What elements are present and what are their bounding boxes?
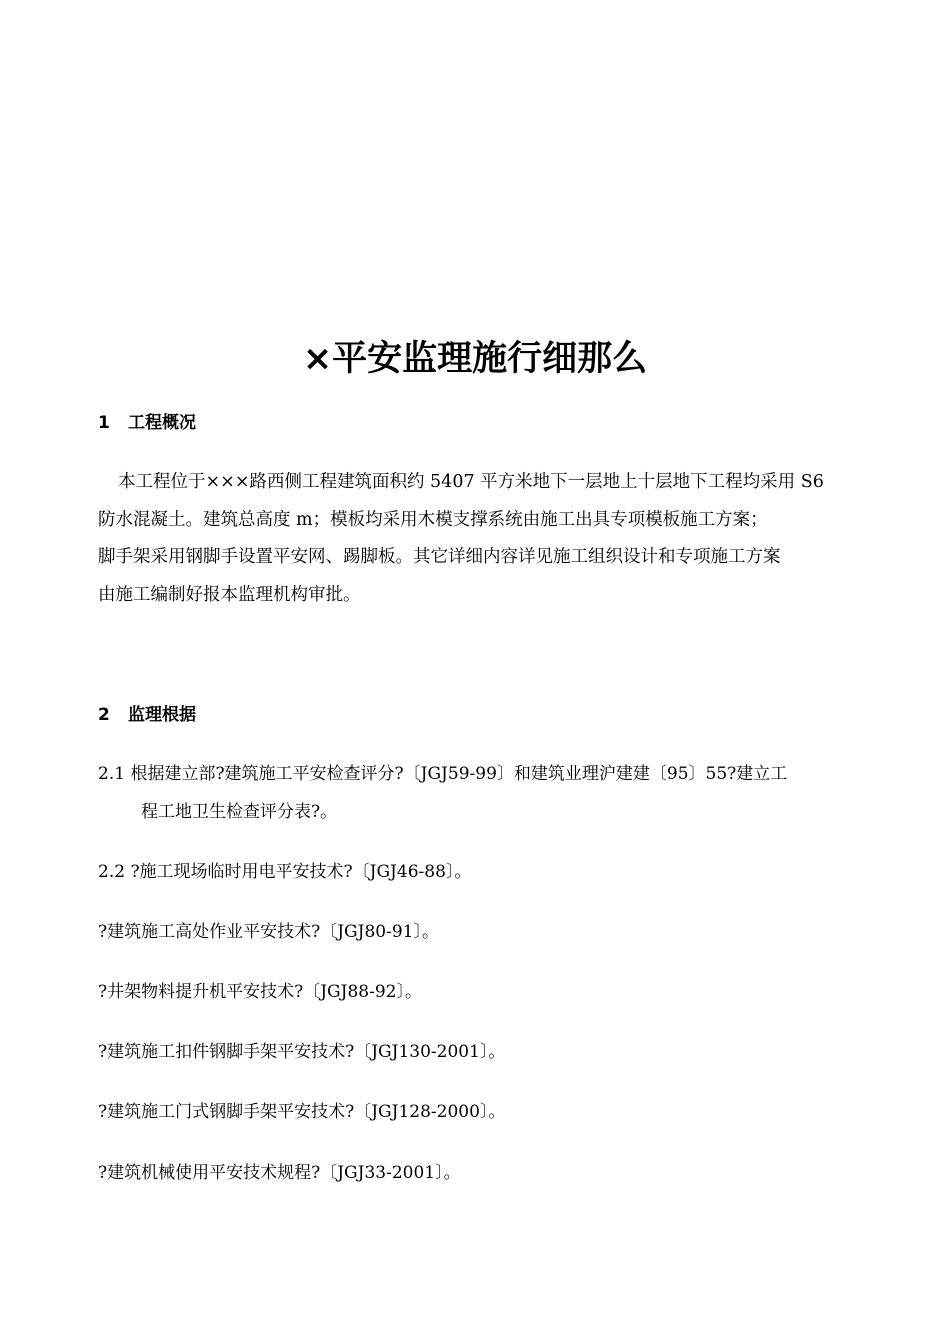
reference-line: ?建筑施工高处作业平安技术?〔JGJ80-91〕。	[98, 922, 439, 942]
section-title: 工程概况	[128, 413, 196, 433]
paragraph-line: 本工程位于×××路西侧工程建筑面积约 5407 平方米地下一层地上十层地下工程均采用 S6	[118, 472, 824, 492]
reference-item	[98, 914, 858, 952]
paragraph-line: 由施工编制好报本监理机构审批。	[98, 584, 361, 605]
reference-item	[98, 1034, 858, 1072]
reference-line: 2.2 ?施工现场临时用电平安技术?〔JGJ46-88〕。	[98, 862, 472, 882]
reference-line: 2.1 根据建立部?建筑施工平安检查评分?〔JGJ59-99〕和建筑业理沪建建〔95〕55?建立工	[98, 764, 788, 784]
reference-item	[98, 1155, 858, 1193]
reference-item	[98, 756, 858, 831]
reference-line: ?建筑机械使用平安技术规程?〔JGJ33-2001〕。	[98, 1163, 461, 1183]
section-1-paragraph	[98, 464, 858, 614]
section-number: 2	[98, 705, 110, 725]
section-title: 监理根据	[128, 705, 196, 725]
reference-line: ?建筑施工扣件钢脚手架平安技术?〔JGJ130-2001〕。	[98, 1042, 506, 1062]
document-title: ×平安监理施行细那么	[302, 339, 648, 379]
section-number: 1	[98, 413, 110, 433]
paragraph-line: 脚手架采用钢脚手设置平安网、踢脚板。其它详细内容详见施工组织设计和专项施工方案	[98, 547, 781, 567]
reference-item	[98, 974, 858, 1012]
reference-item	[98, 854, 858, 892]
reference-item	[98, 1094, 858, 1132]
section-2-heading	[98, 703, 196, 727]
reference-line: ?井架物料提升机平安技术?〔JGJ88-92〕。	[98, 982, 422, 1002]
reference-line: 程工地卫生检查评分表?。	[141, 801, 338, 822]
reference-line: ?建筑施工门式钢脚手架平安技术?〔JGJ128-2000〕。	[98, 1102, 506, 1122]
paragraph-line: 防水混凝土。建筑总高度 m；模板均采用木模支撑系统由施工出具专项模板施工方案；	[98, 509, 768, 530]
section-1-heading	[98, 411, 196, 435]
